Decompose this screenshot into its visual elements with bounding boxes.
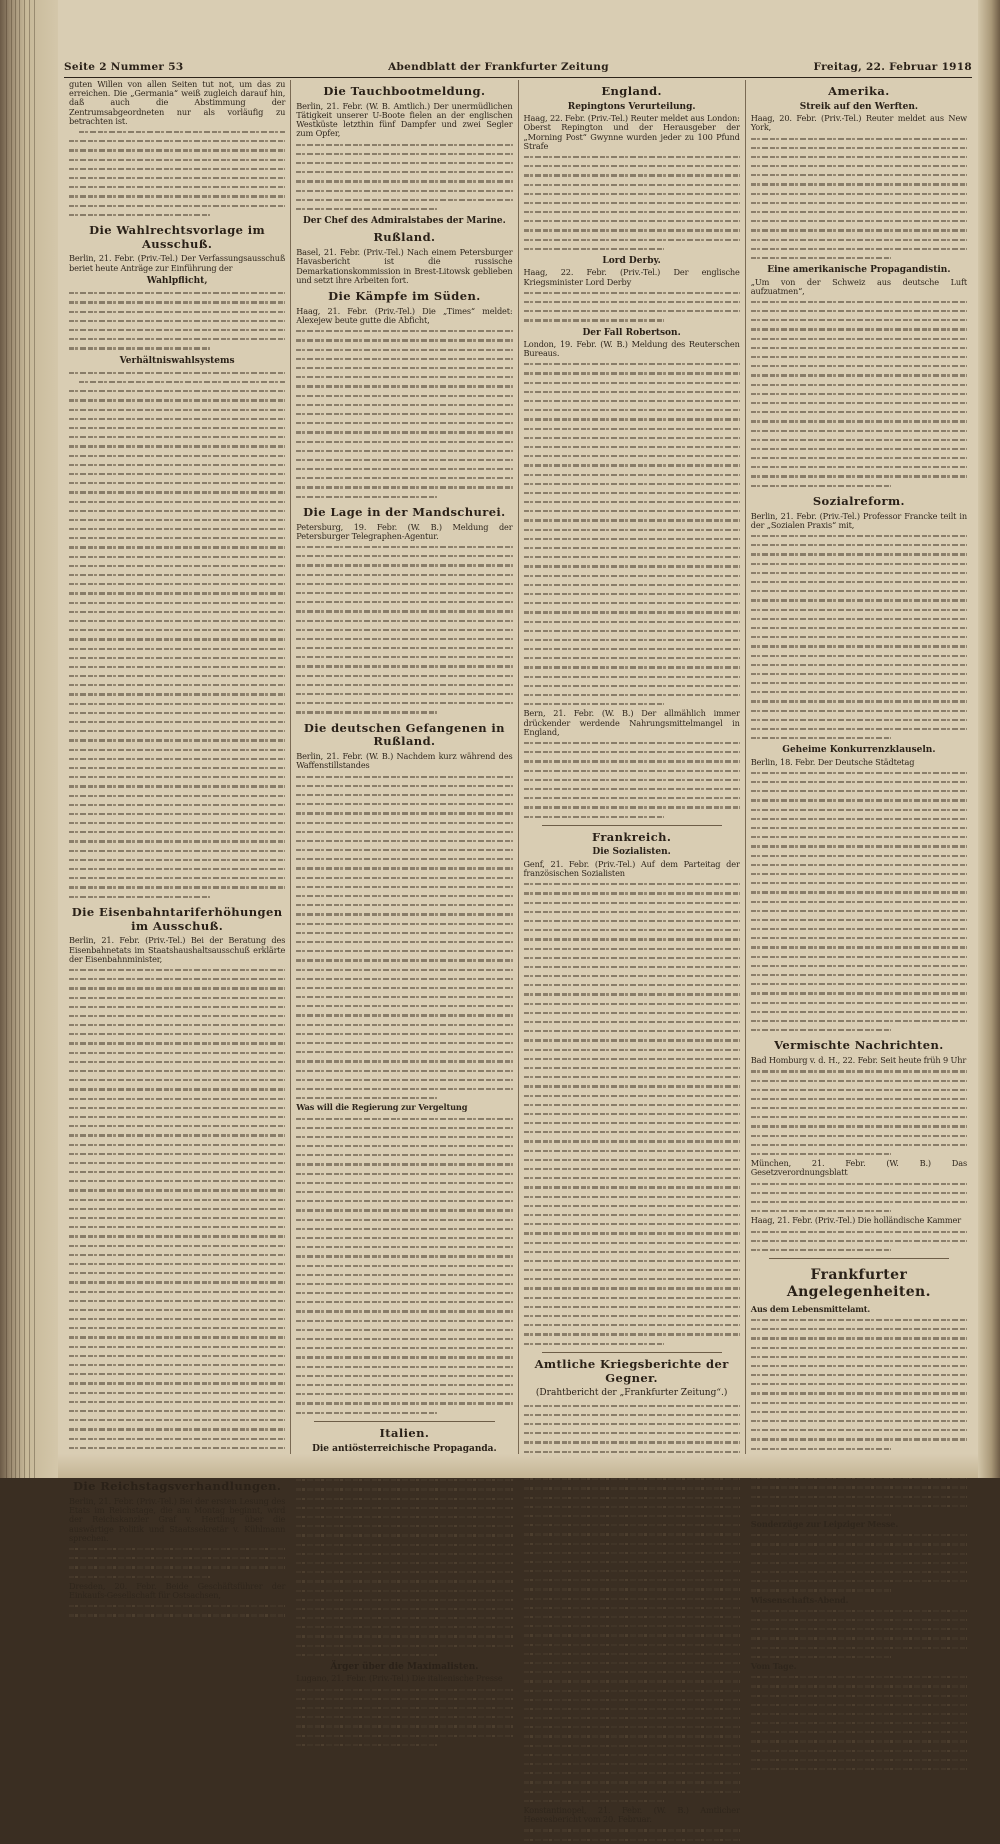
- text-lines: [296, 1685, 512, 1749]
- subhead-robertson: Der Fall Robertson.: [582, 327, 681, 338]
- article-lead: Vom Tage.: [750, 1660, 797, 1671]
- masthead: Abendblatt der Frankfurter Zeitung: [388, 61, 609, 73]
- subhead-propaganda: Die antiösterreichische Propaganda.: [312, 1443, 497, 1454]
- article-lead: Aus dem Lebensmittelamt.: [750, 1303, 871, 1314]
- subhead-propagandistin: Eine amerikanische Propagandistin.: [767, 265, 951, 276]
- article-lead: Haag, 22. Febr. (Priv.-Tel.) Der englische Kriegsminister Lord Derby: [523, 267, 740, 287]
- text-lines: [751, 531, 967, 742]
- signature: Der Chef des Admiralstabes der Marine.: [302, 216, 506, 227]
- headline-vermischtes: Vermischte Nachrichten.: [774, 1038, 944, 1053]
- headline-tauchboot: Die Tauchbootmeldung.: [323, 84, 486, 98]
- article-lead: Berlin, 21. Febr. (W. B. Amtlich.) Der unermüdlichen Tätigkeit unserer U-Boote fielen an der englischen Westküste letzthin fünf Dampfer und zwei Segler zum Opfer,: [296, 100, 513, 139]
- text-lines: [69, 1544, 285, 1581]
- headline-russland: Rußland.: [373, 230, 436, 245]
- text-lines: [751, 768, 967, 1034]
- text-lines: [524, 1825, 740, 1843]
- article-lead: Konstantinopel, 21. Febr. (W. B.) Amtlicher Heeresbericht vom 20. Februar.: [523, 1804, 740, 1825]
- divider: [769, 1258, 949, 1259]
- article-lead: Haag, 22. Febr. (Priv.-Tel.) Reuter meldet aus London: Oberst Repington und der Herausgeber der „Morning Post“ Gwynne wurden jeder zu 100 Pfund Strafe: [523, 113, 740, 151]
- headline-frankfurt: Frankfurter Angelegenheiten.: [786, 1267, 931, 1300]
- page-bottom-shadow: [58, 1454, 978, 1478]
- text-lines: [751, 1672, 967, 1773]
- article-lead: Berlin, 18. Febr. Der Deutsche Städtetag: [750, 756, 915, 767]
- text-lines: [296, 1475, 512, 1659]
- article-lead: Haag, 21. Febr. (Priv.-Tel.) Die „Times“ meldet: Alexejew beute gutte die Abficht,: [296, 305, 513, 326]
- page-edge-right: [978, 0, 1000, 1478]
- article-question: Was will die Regierung zur Vergeltung: [296, 1102, 468, 1113]
- article-lead: Berlin, 21. Febr. (Priv.-Tel.) Bei der ersten Lesung des Etats im Reichstage, die am Montag beginnt, wird der Reichskanzler Graf v. Hertling über die auswärtige Politik und Staatssekretär v. Kühlmann sprechen.: [69, 1496, 286, 1543]
- subhead-konkurrenzklauseln: Geheime Konkurrenzklauseln.: [782, 745, 936, 756]
- article-lead: „Um von der Schweiz aus deutsche Luft aufzuatmen“,: [750, 276, 967, 296]
- article-lead: Genf, 21. Febr. (Priv.-Tel.) Auf dem Parteitag der französischen Sozialisten: [523, 858, 740, 879]
- subhead-verhaeltniswahl: Verhältniswahlsystems: [119, 355, 235, 366]
- headline-gefangene: Die deutschen Gefangenen in Rußland.: [303, 720, 505, 749]
- text-lines: [751, 1315, 967, 1453]
- text-lines: [751, 1530, 967, 1594]
- headline-amerika: Amerika.: [828, 84, 890, 98]
- article-lead: Basel, 21. Febr. (Priv.-Tel.) Nach einem Petersburger Havasbericht ist die russische Demarkationskommission in Brest-Litowsk geblieben und setzt ihre Arbeiten fort.: [296, 247, 513, 285]
- headline-reichstag: Die Reichstagsverhandlungen.: [72, 1479, 282, 1494]
- article-lead: Dresden, 20. Febr. Beide Geschäftsführer der Einkaufs-Gesellschaft für Ostsachsen,: [69, 1580, 286, 1601]
- subhead-derby: Lord Derby.: [602, 256, 661, 267]
- divider: [314, 1421, 494, 1422]
- column-2: [291, 80, 518, 1684]
- column-1: [64, 79, 291, 1601]
- text-lines: [296, 1114, 512, 1417]
- text-lines: [69, 288, 285, 352]
- article-lead: Bad Homburg v. d. H., 22. Febr. Seit heute früh 9 Uhr: [750, 1055, 967, 1066]
- column-layout: [64, 79, 972, 1825]
- text-lines: [524, 152, 740, 253]
- text-lines: [69, 1601, 285, 1619]
- column-3: [519, 80, 746, 1825]
- article-lead: Bern, 21. Febr. (W. B.) Der allmählich immer drückender werdende Nahrungsmittelmangel in England,: [523, 708, 740, 737]
- divider: [542, 1352, 722, 1353]
- newspaper-sheet: [58, 0, 978, 1825]
- subhead-aerger: Ärger über die Maximalisten.: [330, 1662, 479, 1673]
- subhead-repington: Repingtons Verurteilung.: [567, 101, 696, 112]
- text-lines: [296, 326, 512, 501]
- text-lines: [751, 134, 967, 263]
- headline-kaempfe: Die Kämpfe im Süden.: [328, 289, 481, 304]
- headline-frankreich: Frankreich.: [591, 829, 672, 844]
- headline-mandschurei: Die Lage in der Mandschurei.: [303, 504, 506, 519]
- article-lead: Haag, 20. Febr. (Priv.-Tel.) Reuter meldet aus New York,: [750, 113, 967, 133]
- article-lead: London, 19. Febr. (W. B.) Meldung des Reuterschen Bureaus.: [523, 338, 740, 359]
- binding-edge-left: [0, 0, 58, 1478]
- article-lead: Berlin, 21. Febr. (Priv.-Tel.) Der Verfassungsausschuß beriet heute Anträge zur Einführung der: [69, 253, 286, 273]
- article-lead: Wissenschafts-Abend.: [750, 1594, 849, 1605]
- headline-italien: Italien.: [379, 1425, 430, 1440]
- text-lines: [524, 738, 740, 821]
- article-lead: Berlin, 21. Febr. (W. B.) Nachdem kurz während des Waffenstillstandes: [296, 751, 513, 771]
- subhead-streik: Streik auf den Werften.: [799, 101, 918, 112]
- text-lines: [751, 1179, 967, 1216]
- text-lines: [524, 288, 740, 325]
- subhead-drahtbericht: (Drahtbericht der „Frankfurter Zeitung“.): [535, 1388, 728, 1399]
- page-number: Seite 2 Nummer 53: [64, 61, 184, 73]
- article-lead: München, 21. Febr. (W. B.) Das Gesetzverordnungsblatt: [750, 1158, 967, 1178]
- article-lead: Petersburg, 19. Febr. (W. B.) Meldung der Petersburger Telegraphen-Agentur.: [296, 521, 513, 541]
- headline-kriegsberichte: Amtliche Kriegsberichte der Gegner.: [534, 1356, 729, 1385]
- text-lines: [751, 1066, 967, 1158]
- text-lines: [524, 359, 740, 708]
- text-lines: [69, 965, 285, 1470]
- headline-eisenbahn: Die Eisenbahntariferhöhungen im Ausschuß.: [71, 904, 283, 933]
- text-lines: [524, 879, 740, 1348]
- divider: [542, 825, 722, 826]
- text-lines: [751, 297, 967, 490]
- article-lead: Lugano, 21. Febr. (Priv.-Tel.) Die italienische Presse: [296, 1673, 503, 1684]
- article-lead: Berlin, 21. Febr. (Priv.-Tel.) Professor Francke teilt in der „Sozialen Praxis“ mit,: [750, 510, 967, 530]
- header-rule: [64, 77, 972, 78]
- text-lines: [69, 127, 285, 219]
- text-lines: [69, 368, 285, 901]
- text-lines: [296, 542, 512, 717]
- text-lines: [296, 140, 512, 214]
- article-lead: Haag, 21. Febr. (Priv.-Tel.) Die holländische Kammer: [750, 1215, 961, 1226]
- text-lines: [751, 1227, 967, 1255]
- text-lines: [751, 1606, 967, 1661]
- page-header: [64, 58, 972, 76]
- subhead-wahlpflicht: Wahlpflicht,: [146, 275, 208, 286]
- article-lead: Sonderzüge zur Leipziger Messe.: [750, 1519, 899, 1530]
- headline-wahlrecht: Die Wahlrechtsvorlage im Ausschuß.: [89, 222, 266, 251]
- article-text: guten Willen von allen Seiten tut not, um das zu erreichen. Die „Germania“ weiß zugleich darauf hin, daß auch die Abstimmung der Zentrumsabgeordneten nur als vorläufig zu betrachten ist.: [69, 79, 286, 126]
- article-lead: Berlin, 21. Febr. (Priv.-Tel.) Bei der Beratung des Eisenbahnetats im Staatshaushaltsausschuß erklärte der Eisenbahnminister,: [69, 935, 286, 964]
- issue-date: Freitag, 22. Februar 1918: [813, 61, 972, 73]
- column-4: [746, 80, 972, 1671]
- text-lines: [296, 772, 512, 1103]
- headline-sozialreform: Sozialreform.: [812, 493, 905, 508]
- headline-england: England.: [601, 84, 662, 98]
- subhead-sozialisten: Die Sozialisten.: [592, 847, 671, 858]
